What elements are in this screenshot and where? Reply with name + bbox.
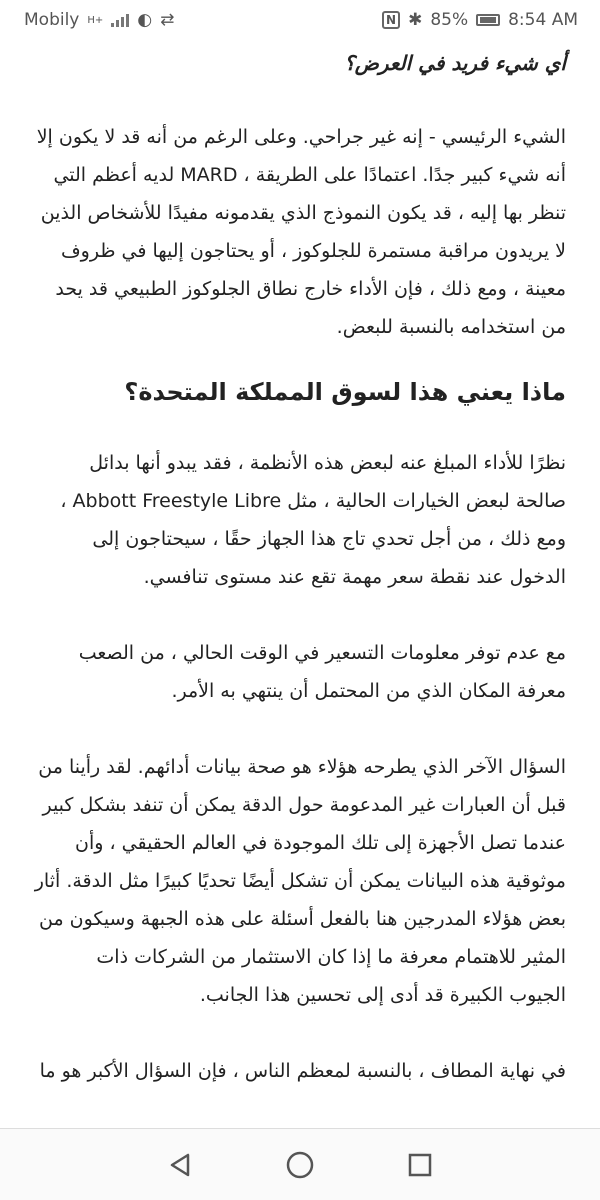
sync-icon: ⇄ (160, 10, 175, 30)
article-paragraph-3: مع عدم توفر معلومات التسعير في الوقت الحالي ، من الصعب معرفة المكان الذي من المحتمل أن ينتهي به الأمر. (78, 642, 566, 702)
article-paragraph-1: الشيء الرئيسي - إنه غير جراحي. وعلى الرغم من أنه قد لا يكون إلا أنه شيء كبير جدًا. اعتمادًا على الطريقة ، MARD لديه أعظم التي تنظر بها إليه ، قد يكون النموذج الذي يقدمونه مفيدًا للأشخاص الذين لا يريدون مراقبة مستمرة للجلوكوز ، أو يحتاجون إليها في ظروف معينة ، ومع ذلك ، فإن الأداء خارج نطاق الجلوكوز الطبيعي قد يحد من استخدامه بالنسبة للبعض. (36, 126, 566, 338)
bluetooth-icon: ✱ (408, 10, 423, 30)
article-paragraph-5: في نهاية المطاف ، بالنسبة لمعظم الناس ، فإن السؤال الأكبر هو ما (39, 1060, 566, 1082)
article-heading: ماذا يعني هذا لسوق المملكة المتحدة؟ (124, 378, 566, 406)
status-right (382, 10, 578, 30)
battery-icon (476, 14, 500, 26)
article-paragraph-4: السؤال الآخر الذي يطرحه هؤلاء هو صحة بيانات أدائهم. لقد رأينا من قبل أن العبارات غير المدعومة حول الدقة يمكن أن تنفد بشكل كبير عندما تصل الأجهزة إلى تلك الموجودة في العالم الحقيقي ، وأن موثوقية هذه البيانات يمكن أن تشكل أيضًا تحديًا كبيرًا مثل الدقة. أثار بعض هؤلاء المدرجين هنا بالفعل أسئلة على هذه الجبهة وسيكون من المثير للاهتمام معرفة ما إذا كان الاستثمار من الشركات ذات الجيوب الكبيرة قد أدى إلى تحسين هذا الجانب. (34, 756, 566, 1006)
home-circle-icon[interactable] (280, 1145, 320, 1185)
battery-percent: 85% (430, 10, 469, 30)
status-bar (0, 0, 600, 40)
signal-icon (111, 13, 129, 27)
clock: 8:54 AM (508, 10, 578, 30)
article-paragraph-2: نظرًا للأداء المبلغ عنه لبعض هذه الأنظمة ، فقد يبدو أنها بدائل صالحة لبعض الخيارات الحالية ، مثل Abbott Freestyle Libre ، ومع ذلك ، من أجل تحدي تاج هذا الجهاز حقًا ، سيحتاجون إلى الدخول عند نقطة سعر مهمة تقع عند مستوى تنافسي. (60, 452, 566, 588)
article-content[interactable] (0, 40, 600, 1128)
carrier-name: Mobily (24, 10, 80, 30)
status-left (24, 10, 174, 30)
data-saver-icon: ◐ (137, 10, 153, 30)
navigation-bar (0, 1128, 600, 1200)
network-type: H+ (87, 14, 104, 26)
article-subheading: أي شيء فريد في العرض؟ (344, 51, 566, 75)
back-triangle-icon[interactable] (160, 1145, 200, 1185)
nfc-icon: N (382, 11, 400, 29)
recents-square-icon[interactable] (400, 1145, 440, 1185)
